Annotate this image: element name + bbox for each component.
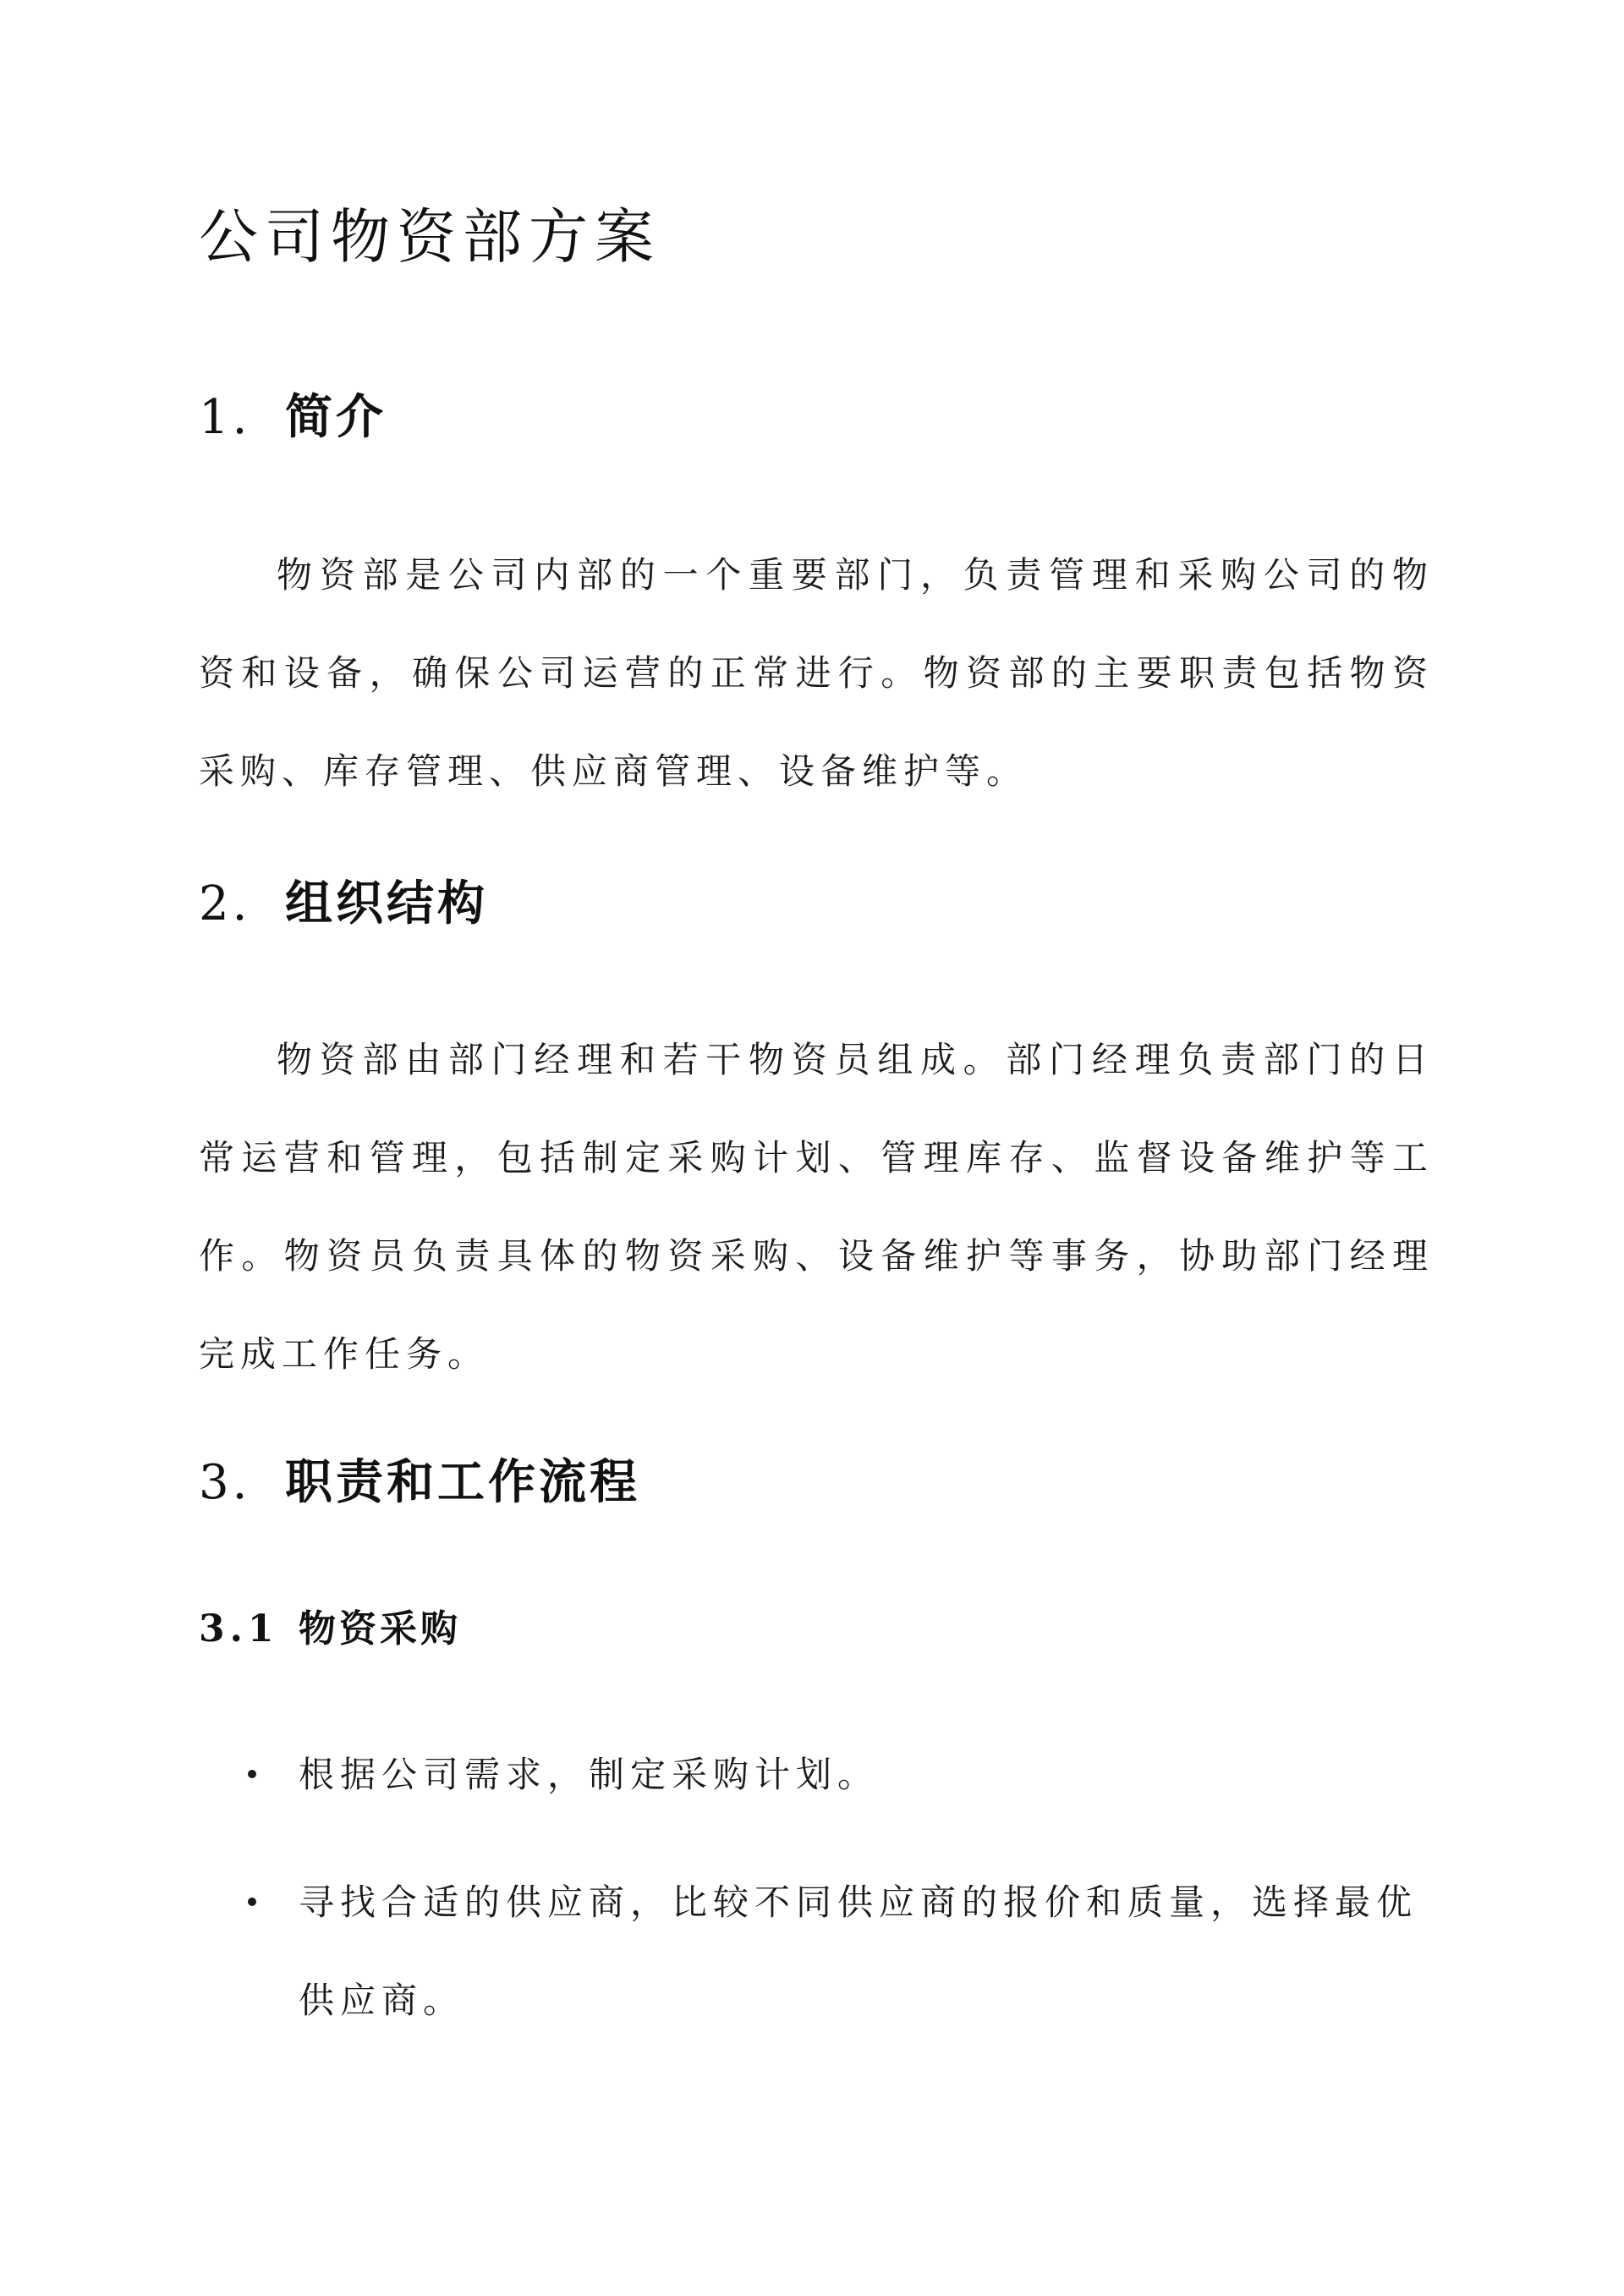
section-number: 2. [199, 876, 251, 931]
list-item [199, 1854, 1434, 2050]
section-number: 3. [199, 1455, 251, 1510]
section-heading-organization [199, 876, 488, 932]
procurement-bullet-list [199, 1726, 1434, 2079]
section-number: 1. [199, 390, 251, 445]
section-title: 职责和工作流程 [285, 1454, 640, 1510]
subsection-title: 物资采购 [299, 1607, 461, 1651]
section-title: 简介 [285, 389, 387, 445]
organization-paragraph: 物资部由部门经理和若干物资员组成。部门经理负责部门的日常运营和管理，包括制定采购计划、管理库存、监督设备维护等工作。物资员负责具体的物资采购、设备维护等事务，协助部门经理完成工作任务。 [199, 1039, 1434, 1375]
section-title: 组织结构 [285, 876, 488, 931]
list-item [199, 1726, 1434, 1824]
subsection-number: 3.1 [199, 1607, 279, 1651]
bullet-icon [248, 1770, 256, 1778]
list-item-text: 寻找合适的供应商，比较不同供应商的报价和质量，选择最优供应商。 [299, 1881, 1418, 2021]
intro-paragraph: 物资部是公司内部的一个重要部门，负责管理和采购公司的物资和设备，确保公司运营的正常进行。物资部的主要职责包括物资采购、库存管理、供应商管理、设备维护等。 [199, 554, 1434, 792]
document-title: 公司物资部方案 [199, 202, 661, 272]
subsection-heading-procurement [199, 1607, 461, 1652]
bullet-icon [248, 1898, 256, 1906]
list-item-text: 根据公司需求，制定采购计划。 [299, 1754, 880, 1795]
section-heading-responsibilities [199, 1454, 640, 1511]
section-heading-intro [199, 389, 387, 446]
